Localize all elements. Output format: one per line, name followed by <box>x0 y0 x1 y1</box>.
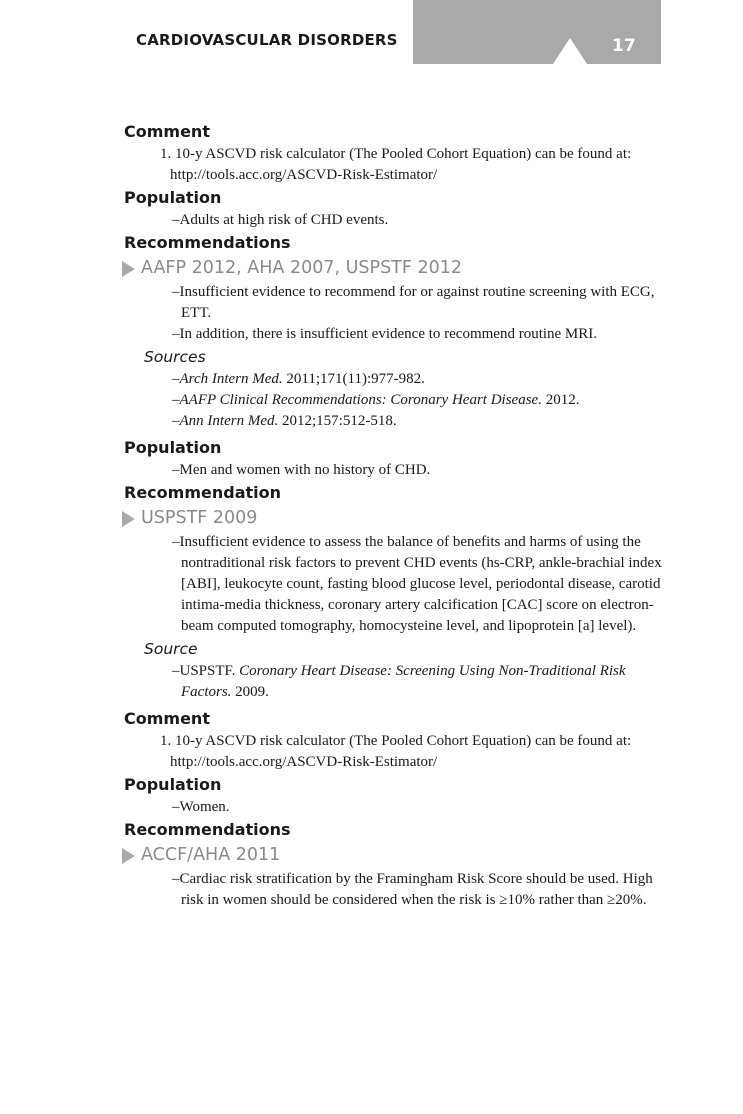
recommendation-heading: Recommendation <box>124 483 281 502</box>
source-title: AAFP Clinical Recommendations: Coronary Heart Disease. <box>179 392 542 408</box>
recommendations-heading: Recommendations <box>124 233 291 252</box>
population-heading: Population <box>124 188 222 207</box>
recommendation-item: –Cardiac risk stratification by the Framingham Risk Score should be used. High risk in women should be considered when the risk is ≥10% rather than ≥20%. <box>172 871 653 908</box>
source-detail: 2012;157:512-518. <box>278 413 397 429</box>
triangle-bullet-icon <box>122 848 135 864</box>
org-label: AAFP 2012, AHA 2007, USPSTF 2012 <box>141 258 463 278</box>
org-heading <box>122 505 664 532</box>
source-title: Arch Intern Med. <box>179 371 283 387</box>
comment-heading: Comment <box>124 122 210 141</box>
org-heading <box>122 255 664 282</box>
source-title: Coronary Heart Disease: Screening Using Non-Traditional Risk Factors. <box>181 663 626 700</box>
recommendations-heading: Recommendations <box>124 820 291 839</box>
page-number: 17 <box>612 36 636 56</box>
source-title: Ann Intern Med. <box>179 413 279 429</box>
org-label: ACCF/AHA 2011 <box>141 845 281 865</box>
source-detail: 2012. <box>541 392 580 408</box>
header-tab-notch <box>553 38 587 64</box>
comment-heading: Comment <box>124 709 210 728</box>
population-text: –Adults at high risk of CHD events. <box>172 212 389 228</box>
source-item: –AAFP Clinical Recommendations: Coronary Heart Disease. 2012. <box>172 392 580 408</box>
triangle-bullet-icon <box>122 261 135 277</box>
comment-text: 1. 10-y ASCVD risk calculator (The Pooled Cohort Equation) can be found at: http://tools.acc.org/ASCVD-Risk-Estimator/ <box>160 146 632 183</box>
source-prefix: –USPSTF. <box>172 663 240 679</box>
source-detail: 2009. <box>231 684 269 700</box>
population-text: –Men and women with no history of CHD. <box>172 462 431 478</box>
population-heading: Population <box>124 438 222 457</box>
comment-text: 1. 10-y ASCVD risk calculator (The Pooled Cohort Equation) can be found at: http://tools.acc.org/ASCVD-Risk-Estimator/ <box>160 733 632 770</box>
running-header-title: CARDIOVASCULAR DISORDERS <box>136 31 398 49</box>
recommendation-item: –Insufficient evidence to assess the balance of benefits and harms of using the nontraditional risk factors to prevent CHD events (hs-CRP, ankle-brachial index [ABI], leukocyte count, fasting blood glucose level, periodontal disease, carotid intima-media thickness, coronary artery calcification [CAC] score on electron-beam computed tomography, homocysteine level, and lipoprotein [a] level). <box>172 534 662 634</box>
source-detail: 2011;171(11):977-982. <box>282 371 425 387</box>
source-item: –Arch Intern Med. 2011;171(11):977-982. <box>172 371 425 387</box>
population-heading: Population <box>124 775 222 794</box>
population-text: –Women. <box>172 799 230 815</box>
source-heading: Source <box>144 640 198 658</box>
sources-heading: Sources <box>144 348 206 366</box>
source-item: –Ann Intern Med. 2012;157:512-518. <box>172 413 397 429</box>
triangle-bullet-icon <box>122 511 135 527</box>
page-content <box>124 120 664 911</box>
org-label: USPSTF 2009 <box>141 508 258 528</box>
org-heading <box>122 842 664 869</box>
recommendation-item: –Insufficient evidence to recommend for or against routine screening with ECG, ETT. <box>172 284 655 321</box>
source-item <box>124 661 664 703</box>
recommendation-item: –In addition, there is insufficient evidence to recommend routine MRI. <box>172 326 598 342</box>
